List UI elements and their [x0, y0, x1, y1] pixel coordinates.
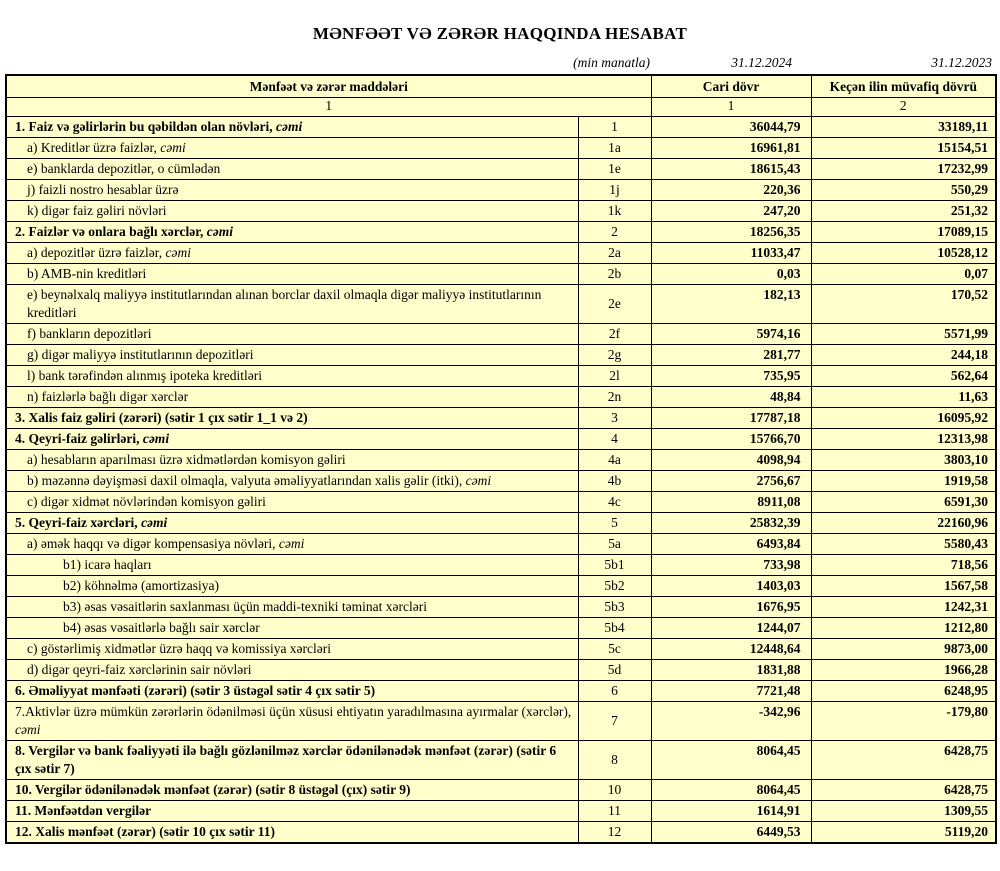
- table-row: [6, 702, 996, 741]
- row-label: a) Kreditlər üzrə faizlər, cəmi: [6, 138, 578, 159]
- table-row: [6, 576, 996, 597]
- table-row: [6, 180, 996, 201]
- row-code: 7: [578, 702, 651, 741]
- table-row: [6, 618, 996, 639]
- row-code: 5a: [578, 534, 651, 555]
- row-value-current: -342,96: [651, 702, 811, 741]
- row-value-previous: 718,56: [811, 555, 996, 576]
- row-code: 6: [578, 681, 651, 702]
- row-value-previous: 10528,12: [811, 243, 996, 264]
- row-value-current: 6493,84: [651, 534, 811, 555]
- header-items: Mənfəət və zərər maddələri: [6, 75, 651, 98]
- table-row: [6, 513, 996, 534]
- row-value-current: 8064,45: [651, 741, 811, 780]
- subheader: [5, 48, 995, 74]
- row-label: c) digər xidmət növlərindən komisyon gəliri: [6, 492, 578, 513]
- header-current-num: 1: [651, 98, 811, 117]
- row-label: j) faizli nostro hesablar üzrə: [6, 180, 578, 201]
- row-value-current: 2756,67: [651, 471, 811, 492]
- row-label: 11. Mənfəətdən vergilər: [6, 801, 578, 822]
- row-value-current: 1244,07: [651, 618, 811, 639]
- row-value-previous: 5119,20: [811, 822, 996, 844]
- row-label: a) depozitlər üzrə faizlər, cəmi: [6, 243, 578, 264]
- row-value-current: 25832,39: [651, 513, 811, 534]
- table-row: [6, 660, 996, 681]
- row-value-current: 182,13: [651, 285, 811, 324]
- row-label: b) AMB-nin kreditləri: [6, 264, 578, 285]
- date-current: 31.12.2024: [731, 55, 792, 70]
- row-value-current: 0,03: [651, 264, 811, 285]
- row-code: 5b1: [578, 555, 651, 576]
- profit-loss-table: [5, 74, 997, 844]
- row-value-current: 4098,94: [651, 450, 811, 471]
- row-code: 1e: [578, 159, 651, 180]
- row-label: b1) icarə haqları: [6, 555, 578, 576]
- row-value-current: 1676,95: [651, 597, 811, 618]
- table-row: [6, 117, 996, 138]
- table-row: [6, 285, 996, 324]
- row-code: 1k: [578, 201, 651, 222]
- table-row: [6, 450, 996, 471]
- row-value-current: 36044,79: [651, 117, 811, 138]
- row-value-previous: 6248,95: [811, 681, 996, 702]
- row-code: 1j: [578, 180, 651, 201]
- row-label: a) hesabların aparılması üzrə xidmətlərdən komisyon gəliri: [6, 450, 578, 471]
- row-value-current: 735,95: [651, 366, 811, 387]
- header-number-row: [6, 98, 996, 117]
- row-value-previous: 6428,75: [811, 780, 996, 801]
- row-value-previous: 15154,51: [811, 138, 996, 159]
- row-label: f) bankların depozitləri: [6, 324, 578, 345]
- header-previous: Keçən ilin müvafiq dövrü: [811, 75, 996, 98]
- row-value-previous: 562,64: [811, 366, 996, 387]
- unit-note: (min manatla): [573, 55, 650, 70]
- report-title: MƏNFƏƏT VƏ ZƏRƏR HAQQINDA HESABAT: [312, 24, 688, 43]
- row-code: 2: [578, 222, 651, 243]
- table-row: [6, 801, 996, 822]
- table-row: [6, 681, 996, 702]
- row-value-current: 12448,64: [651, 639, 811, 660]
- row-label: k) digər faiz gəliri növləri: [6, 201, 578, 222]
- row-value-previous: 1966,28: [811, 660, 996, 681]
- table-row: [6, 408, 996, 429]
- row-value-current: 281,77: [651, 345, 811, 366]
- row-value-previous: 11,63: [811, 387, 996, 408]
- row-value-previous: 9873,00: [811, 639, 996, 660]
- row-value-previous: 1212,80: [811, 618, 996, 639]
- row-value-current: 733,98: [651, 555, 811, 576]
- table-row: [6, 366, 996, 387]
- row-value-current: 1831,88: [651, 660, 811, 681]
- table-row: [6, 639, 996, 660]
- row-value-current: 17787,18: [651, 408, 811, 429]
- row-code: 5b2: [578, 576, 651, 597]
- row-label: 5. Qeyri-faiz xərcləri, cəmi: [6, 513, 578, 534]
- table-row: [6, 492, 996, 513]
- row-code: 2f: [578, 324, 651, 345]
- row-label: 4. Qeyri-faiz gəlirləri, cəmi: [6, 429, 578, 450]
- row-value-current: 8911,08: [651, 492, 811, 513]
- date-previous: 31.12.2023: [931, 55, 992, 70]
- row-value-current: 15766,70: [651, 429, 811, 450]
- row-value-previous: 550,29: [811, 180, 996, 201]
- row-value-previous: 1919,58: [811, 471, 996, 492]
- row-code: 12: [578, 822, 651, 844]
- row-label: 6. Əməliyyat mənfəəti (zərəri) (sətir 3 üstəgəl sətir 4 çıx sətir 5): [6, 681, 578, 702]
- row-value-previous: 170,52: [811, 285, 996, 324]
- row-label: 1. Faiz və gəlirlərin bu qəbildən olan növləri, cəmi: [6, 117, 578, 138]
- header-items-num: 1: [6, 98, 651, 117]
- table-row: [6, 471, 996, 492]
- row-code: 1a: [578, 138, 651, 159]
- row-label: e) banklarda depozitlər, o cümlədən: [6, 159, 578, 180]
- row-label: g) digər maliyyə institutlarının depozitləri: [6, 345, 578, 366]
- row-code: 1: [578, 117, 651, 138]
- row-label: b) məzənnə dəyişməsi daxil olmaqla, valyuta əməliyyatlarından xalis gəlir (itki), cəmi: [6, 471, 578, 492]
- row-value-previous: 6428,75: [811, 741, 996, 780]
- row-label: 2. Faizlər və onlara bağlı xərclər, cəmi: [6, 222, 578, 243]
- row-value-current: 18256,35: [651, 222, 811, 243]
- row-value-previous: 17089,15: [811, 222, 996, 243]
- row-value-current: 11033,47: [651, 243, 811, 264]
- row-value-previous: 6591,30: [811, 492, 996, 513]
- row-value-previous: 1567,58: [811, 576, 996, 597]
- row-value-previous: 1309,55: [811, 801, 996, 822]
- row-value-previous: 12313,98: [811, 429, 996, 450]
- row-code: 5: [578, 513, 651, 534]
- table-row: [6, 555, 996, 576]
- row-label: n) faizlərlə bağlı digər xərclər: [6, 387, 578, 408]
- table-header: [6, 75, 996, 117]
- row-label: b4) əsas vəsaitlərlə bağlı sair xərclər: [6, 618, 578, 639]
- table-row: [6, 324, 996, 345]
- row-label: 8. Vergilər və bank fəaliyyəti ilə bağlı gözlənilməz xərclər ödənilənədək mənfəət (zərər) (sətir 6 çıx sətir 7): [6, 741, 578, 780]
- row-code: 2g: [578, 345, 651, 366]
- row-value-previous: 0,07: [811, 264, 996, 285]
- row-code: 4c: [578, 492, 651, 513]
- row-value-previous: 251,32: [811, 201, 996, 222]
- table-row: [6, 243, 996, 264]
- row-code: 2n: [578, 387, 651, 408]
- table-body: [6, 117, 996, 844]
- table-row: [6, 741, 996, 780]
- row-code: 5b4: [578, 618, 651, 639]
- table-row: [6, 780, 996, 801]
- row-value-current: 48,84: [651, 387, 811, 408]
- row-code: 2a: [578, 243, 651, 264]
- row-label: 12. Xalis mənfəət (zərər) (sətir 10 çıx sətir 11): [6, 822, 578, 844]
- row-value-previous: 5571,99: [811, 324, 996, 345]
- row-value-previous: 17232,99: [811, 159, 996, 180]
- row-code: 5c: [578, 639, 651, 660]
- table-row: [6, 222, 996, 243]
- table-row: [6, 534, 996, 555]
- row-value-current: 5974,16: [651, 324, 811, 345]
- row-value-current: 18615,43: [651, 159, 811, 180]
- row-code: 2e: [578, 285, 651, 324]
- row-value-current: 8064,45: [651, 780, 811, 801]
- row-label: e) beynəlxalq maliyyə institutlarından alınan borclar daxil olmaqla digər maliyyə institutlarının kreditləri: [6, 285, 578, 324]
- row-code: 11: [578, 801, 651, 822]
- row-label: c) göstərlimiş xidmətlər üzrə haqq və komissiya xərcləri: [6, 639, 578, 660]
- row-value-previous: 16095,92: [811, 408, 996, 429]
- row-code: 2b: [578, 264, 651, 285]
- row-code: 10: [578, 780, 651, 801]
- row-code: 4b: [578, 471, 651, 492]
- table-row: [6, 345, 996, 366]
- row-code: 5d: [578, 660, 651, 681]
- row-label: 7.Aktivlər üzrə mümkün zərərlərin ödənilməsi üçün xüsusi ehtiyatın yaradılmasına ayırmalar (xərclər), cəmi: [6, 702, 578, 741]
- table-row: [6, 822, 996, 844]
- row-value-current: 16961,81: [651, 138, 811, 159]
- table-row: [6, 387, 996, 408]
- table-row: [6, 138, 996, 159]
- row-value-current: 7721,48: [651, 681, 811, 702]
- table-row: [6, 201, 996, 222]
- row-label: b2) köhnəlmə (amortizasiya): [6, 576, 578, 597]
- table-row: [6, 429, 996, 450]
- header-current: Cari dövr: [651, 75, 811, 98]
- row-value-current: 1403,03: [651, 576, 811, 597]
- row-label: b3) əsas vəsaitlərin saxlanması üçün maddi-texniki təminat xərcləri: [6, 597, 578, 618]
- row-label: a) əmək haqqı və digər kompensasiya növləri, cəmi: [6, 534, 578, 555]
- row-value-previous: 33189,11: [811, 117, 996, 138]
- row-value-current: 247,20: [651, 201, 811, 222]
- row-code: 4a: [578, 450, 651, 471]
- row-value-previous: 22160,96: [811, 513, 996, 534]
- row-value-previous: -179,80: [811, 702, 996, 741]
- row-code: 3: [578, 408, 651, 429]
- row-label: 3. Xalis faiz gəliri (zərəri) (sətir 1 çıx sətir 1_1 və 2): [6, 408, 578, 429]
- row-value-current: 220,36: [651, 180, 811, 201]
- row-value-previous: 1242,31: [811, 597, 996, 618]
- row-value-previous: 3803,10: [811, 450, 996, 471]
- row-value-previous: 244,18: [811, 345, 996, 366]
- row-label: l) bank tərəfindən alınmış ipoteka kreditləri: [6, 366, 578, 387]
- row-code: 5b3: [578, 597, 651, 618]
- row-code: 4: [578, 429, 651, 450]
- row-value-current: 1614,91: [651, 801, 811, 822]
- row-label: d) digər qeyri-faiz xərclərinin sair növləri: [6, 660, 578, 681]
- row-value-current: 6449,53: [651, 822, 811, 844]
- table-row: [6, 159, 996, 180]
- table-row: [6, 597, 996, 618]
- table-row: [6, 264, 996, 285]
- row-code: 8: [578, 741, 651, 780]
- header-previous-num: 2: [811, 98, 996, 117]
- row-label: 10. Vergilər ödənilənədək mənfəət (zərər) (sətir 8 üstəgəl (çıx) sətir 9): [6, 780, 578, 801]
- row-value-previous: 5580,43: [811, 534, 996, 555]
- row-code: 2l: [578, 366, 651, 387]
- header-title-row: [6, 75, 996, 98]
